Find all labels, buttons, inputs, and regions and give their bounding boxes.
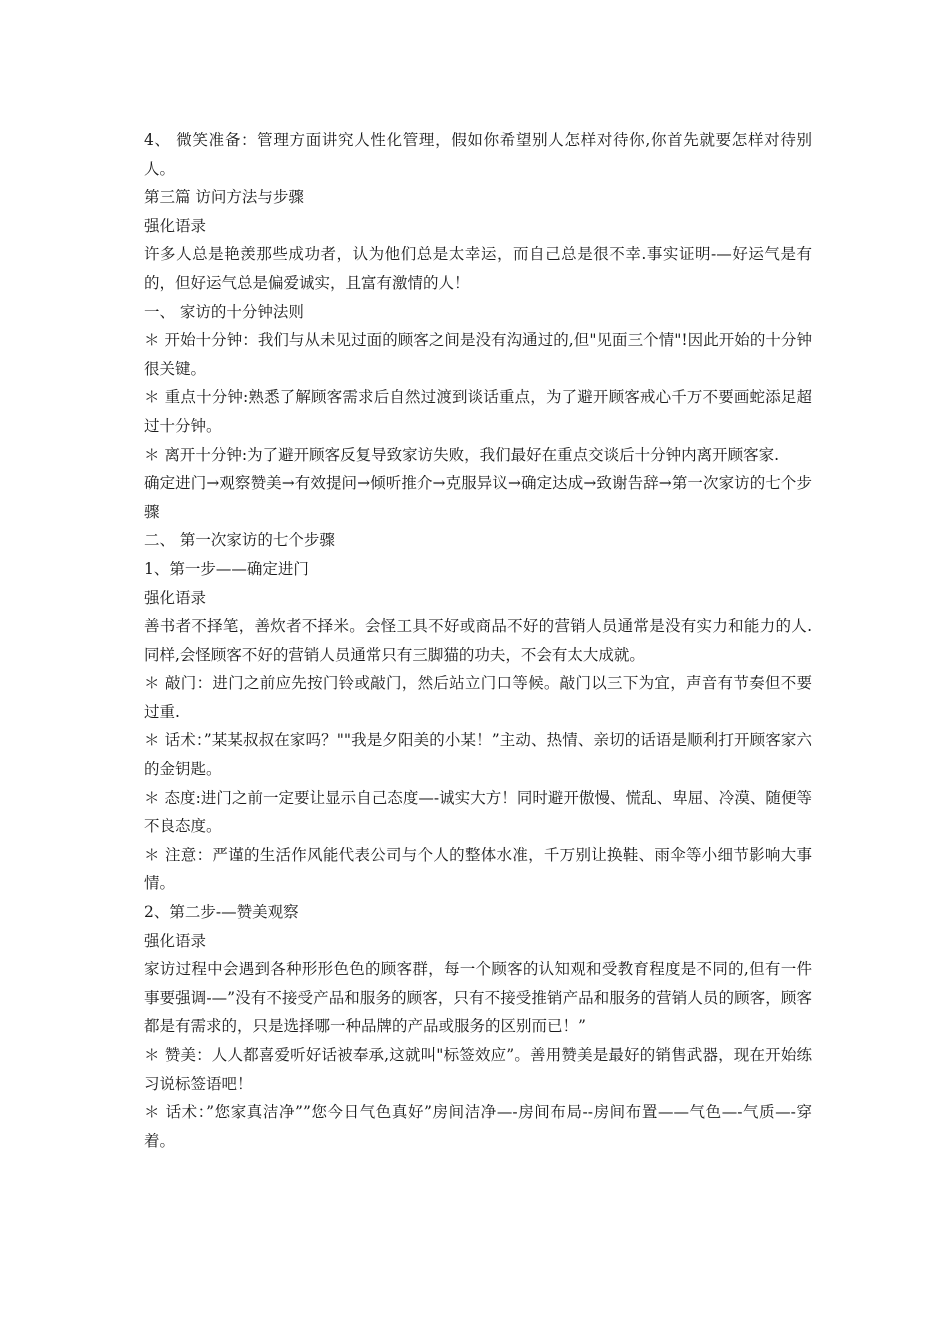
- quote-heading: 强化语录: [144, 931, 207, 950]
- bullet-paragraph: ＊ 注意：严谨的生活作风能代表公司与个人的整体水准，千万别让换鞋、雨伞等小细节影响大事情。: [144, 845, 812, 893]
- bullet-paragraph: ＊ 态度:进门之前一定要让显示自己态度—-诚实大方！同时避开傲慢、慌乱、卑屈、冷漠、随便等不良态度。: [144, 788, 812, 836]
- section-heading: 二、 第一次家访的七个步骤: [144, 531, 335, 550]
- bullet-paragraph: ＊ 话术：”您家真洁净””您今日气色真好”房间洁净—-房间布局--房间布置——气色—-气质—-穿着。: [144, 1103, 812, 1150]
- bullet-paragraph: ＊ 开始十分钟：我们与从未见过面的顾客之间是没有沟通过的,但"见面三个情"!因此开始的十分钟很关键。: [144, 331, 812, 378]
- paragraph-smile-preparation: 4、 微笑准备：管理方面讲究人性化管理，假如你希望别人怎样对待你,你首先就要怎样对待别人。: [144, 131, 812, 178]
- document-body: [144, 126, 812, 1155]
- bullet-paragraph: ＊ 重点十分钟:熟悉了解顾客需求后自然过渡到谈话重点，为了避开顾客戒心千万不要画蛇添足超过十分钟。: [144, 388, 812, 435]
- chapter-heading: 第三篇 访问方法与步骤: [144, 188, 304, 207]
- step-heading: 1、第一步——确定进门: [144, 559, 309, 578]
- bullet-paragraph: ＊ 赞美：人人都喜爱听好话被奉承,这就叫"标签效应”。善用赞美是最好的销售武器，现在开始练习说标签语吧！: [144, 1046, 812, 1093]
- quote-paragraph: 许多人总是艳羡那些成功者，认为他们总是太幸运，而自己总是很不幸.事实证明-—好运气是有的，但好运气总是偏爱诚实，且富有激情的人！: [144, 245, 812, 292]
- quote-paragraph: 家访过程中会遇到各种形形色色的顾客群，每一个顾客的认知观和受教育程度是不同的,但有一件事要强调-—”没有不接受产品和服务的顾客，只有不接受推销产品和服务的营销人员的顾客，顾客都是有需求的，只是选择哪一种品牌的产品或服务的区别而已！”: [144, 960, 812, 1036]
- section-heading: 一、 家访的十分钟法则: [144, 302, 304, 321]
- bullet-paragraph: ＊ 话术：”某某叔叔在家吗？""我是夕阳美的小某！”主动、热情、亲切的话语是顺利打开顾客家六的金钥匙。: [144, 731, 812, 779]
- quote-heading: 强化语录: [144, 588, 207, 607]
- bullet-paragraph: ＊ 敲门：进门之前应先按门铃或敲门，然后站立门口等候。敲门以三下为宜，声音有节奏但不要过重.: [144, 674, 812, 721]
- step-heading: 2、第二步-—赞美观察: [144, 903, 299, 922]
- steps-flow-paragraph: 确定进门→观察赞美→有效提问→倾听推介→克服异议→确定达成→致谢告辞→第一次家访的七个步骤: [144, 474, 812, 521]
- bullet-paragraph: ＊ 离开十分钟:为了避开顾客反复导致家访失败，我们最好在重点交谈后十分钟内离开顾客家.: [144, 445, 780, 464]
- quote-paragraph: 善书者不择笔，善炊者不择米。会怪工具不好或商品不好的营销人员通常是没有实力和能力的人.同样,会怪顾客不好的营销人员通常只有三脚猫的功夫，不会有太大成就。: [144, 617, 812, 664]
- quote-heading: 强化语录: [144, 216, 207, 235]
